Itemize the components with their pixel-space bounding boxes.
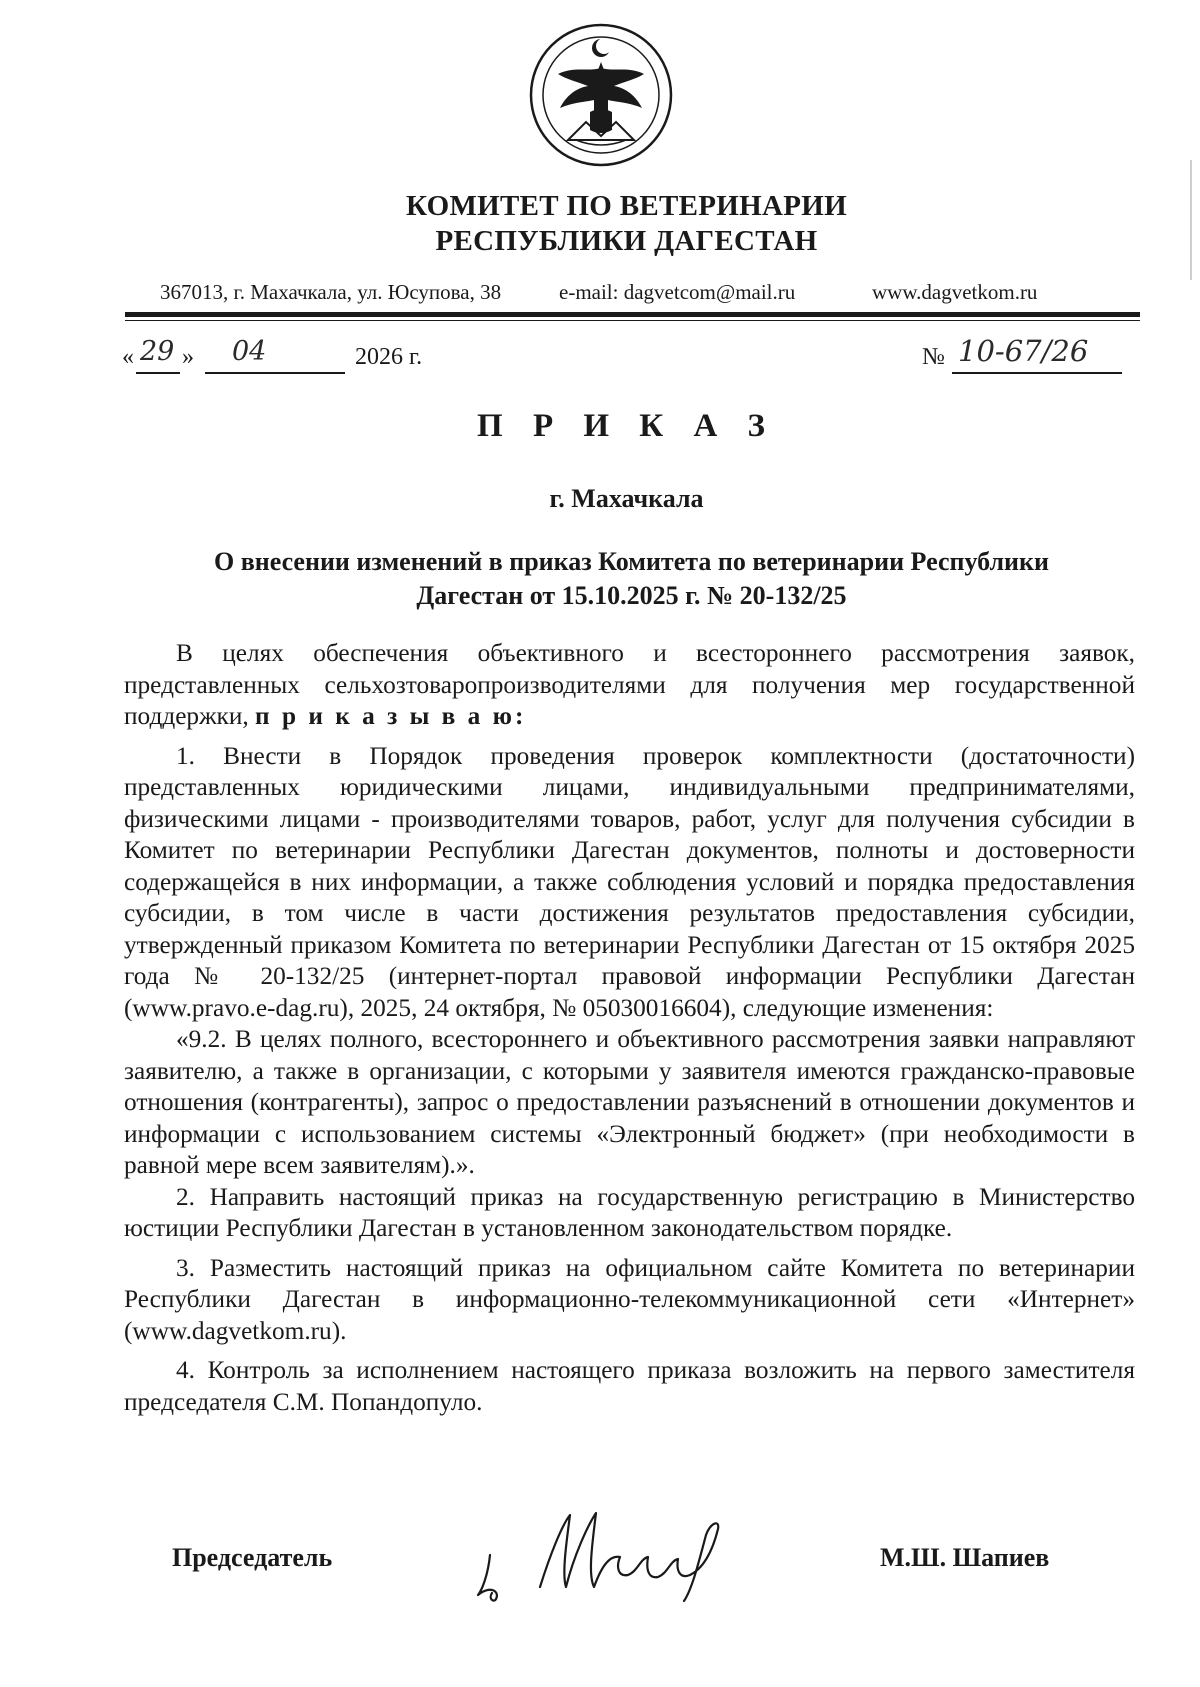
document-city: г. Махачкала <box>549 484 704 513</box>
month-underline <box>205 372 345 374</box>
subject-line2: Дагестан от 15.10.2025 г. № 20-132/25 <box>416 581 847 610</box>
date-open-quote: « <box>122 344 134 370</box>
organization-website: www.dagvetkom.ru <box>872 280 1038 304</box>
dagestan-coat-of-arms-icon <box>528 22 674 168</box>
document-subject <box>130 545 1133 613</box>
organization-name-line2: РЕСПУБЛИКИ ДАГЕСТАН <box>435 225 818 257</box>
date-close-quote: » <box>182 344 194 370</box>
scan-edge-mark <box>1190 160 1192 280</box>
handwritten-signature <box>470 1495 770 1605</box>
organization-address: 367013, г. Махачкала, ул. Юсупова, 38 <box>160 280 502 304</box>
header-divider <box>125 312 1140 317</box>
intro-paragraph <box>124 638 1135 733</box>
date-year: 2026 г. <box>355 344 423 370</box>
item-1-quote: «9.2. В целях полного, всестороннего и объективного рассмотрения заявки направляют заявителю, а также в организации, с которыми у заявителя имеются гражданско-правовые отношения (контрагенты), запрос о предоставлении разъяснений в отношении документов и информации с использованием системы «Электронный бюджет» (при необходимости в равной мере всем заявителям).». <box>124 1025 1135 1179</box>
number-underline <box>952 372 1122 374</box>
organization-email: e-mail: dagvetcom@mail.ru <box>559 280 796 304</box>
header-divider-thin <box>125 320 1140 321</box>
signatory-name: М.Ш. Шапиев <box>880 1543 1050 1572</box>
intro-emphasis: п р и к а з ы в а ю: <box>255 702 527 730</box>
intro-text: В целях обеспечения объективного и всестороннего рассмотрения заявок, представленных сельхозтоваропроизводителями для получения мер государственной поддержки, <box>124 639 1135 730</box>
order-number-prefix: № <box>922 344 945 370</box>
signatory-role: Председатель <box>172 1543 333 1572</box>
document-body <box>124 638 1135 1418</box>
item-2: 2. Направить настоящий приказ на государственную регистрацию в Министерство юстиции Республики Дагестан в установленном законодательством порядке. <box>124 1182 1135 1242</box>
date-month: 04 <box>232 336 267 367</box>
day-underline <box>136 372 180 374</box>
item-4: 4. Контроль за исполнением настоящего приказа возложить на первого заместителя председателя С.М. Попандопуло. <box>124 1356 1135 1416</box>
item-1: 1. Внести в Порядок проведения проверок комплектности (достаточности) представленных юридическими лицами, индивидуальными предпринимателями, физическими лицами - производителями товаров, работ, услуг для получения субсидии в Комитет по ветеринарии Республики Дагестан документов, полноты и достоверности содержащейся в них информации, а также соблюдения условий и порядка предоставления субсидии, в том числе в части достижения результатов предоставления субсидии, утвержденный приказом Комитета по ветеринарии Республики Дагестан от 15 октября 2025 года № 20-132/25 (интернет-портал правовой информации Республики Дагестан (www.pravo.e-dag.ru), 2025, 24 октября, № 05030016604), следующие изменения: <box>124 741 1135 1022</box>
organization-name-line1: КОМИТЕТ ПО ВЕТЕРИНАРИИ <box>405 190 847 222</box>
order-number: 10-67/26 <box>958 334 1089 368</box>
document-title: П Р И К А З <box>477 408 776 444</box>
item-3: 3. Разместить настоящий приказ на официальном сайте Комитета по ветеринарии Республики Дагестан в информационно-телекоммуникационной сети «Интернет» (www.dagvetkom.ru). <box>124 1253 1135 1345</box>
date-day: 29 <box>140 336 175 367</box>
subject-line1: О внесении изменений в приказ Комитета по ветеринарии Республики <box>213 547 1050 576</box>
